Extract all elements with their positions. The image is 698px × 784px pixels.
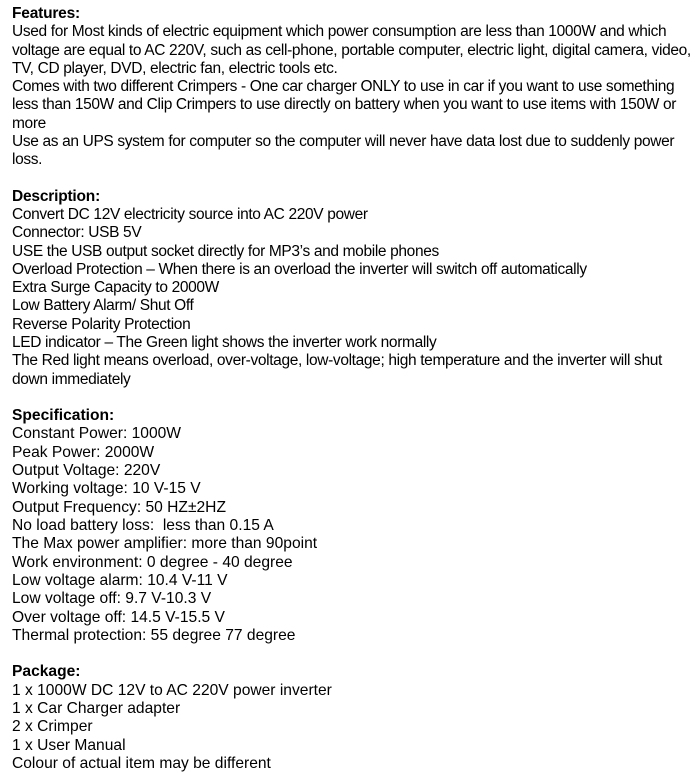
description-line: The Red light means overload, over-voltage, low-voltage; high temperature and the inverter will shut down immediately [12, 352, 662, 388]
spec-line: Output Frequency: 50 HZ±2HZ [12, 498, 226, 516]
description-line: Overload Protection – When there is an overload the inverter will switch off automatically [12, 260, 587, 278]
spec-line: The Max power amplifier: more than 90point [12, 535, 318, 553]
features-line: Use as an UPS system for computer so the computer will never have data lost due to suddenly power loss. [12, 133, 675, 169]
spec-line: Low voltage off: 9.7 V-10.3 V [12, 590, 212, 608]
specification-heading: Specification: [12, 406, 115, 424]
package-line: Colour of actual item may be different [12, 755, 271, 773]
package-line: 2 x Crimper [12, 718, 93, 736]
description-heading: Description: [12, 187, 101, 205]
features-section [12, 5, 696, 170]
features-line: Comes with two different Crimpers - One car charger ONLY to use in car if you want to use something less than 150W and Clip Crimpers to use directly on battery when you want to use items with 150W or more [12, 78, 677, 132]
spec-line: Constant Power: 1000W [12, 425, 182, 443]
package-heading: Package: [12, 663, 81, 681]
package-line: 1 x User Manual [12, 736, 126, 754]
description-line: Convert DC 12V electricity source into AC 220V power [12, 205, 368, 223]
description-line: LED indicator – The Green light shows the inverter work normally [12, 334, 437, 352]
specification-section [12, 407, 696, 645]
spec-line: Peak Power: 2000W [12, 443, 155, 461]
spec-line: No load battery loss: less than 0.15 A [12, 517, 274, 534]
description-line: Reverse Polarity Protection [12, 315, 191, 333]
spec-line: Thermal protection: 55 degree 77 degree [12, 627, 296, 645]
package-section [12, 663, 696, 773]
spec-line: Low voltage alarm: 10.4 V-11 V [12, 572, 228, 590]
description-line: Extra Surge Capacity to 2000W [12, 279, 219, 297]
description-line: USE the USB output socket directly for MP3’s and mobile phones [12, 242, 439, 260]
spec-line: Over voltage off: 14.5 V-15.5 V [12, 608, 225, 626]
description-line: Low Battery Alarm/ Shut Off [12, 297, 194, 315]
spec-line: Working voltage: 10 V-15 V [12, 480, 201, 498]
spec-line: Work environment: 0 degree - 40 degree [12, 553, 293, 571]
features-line: Used for Most kinds of electric equipment which power consumption are less than 1000W and which voltage are equal to AC 220V, such as cell-phone, portable computer, electric light, digital camera, video, TV, CD player, DVD, electric fan, electric tools etc. [12, 23, 691, 77]
package-line: 1 x Car Charger adapter [12, 700, 181, 718]
description-section [12, 188, 696, 389]
features-heading: Features: [12, 5, 80, 22]
package-line: 1 x 1000W DC 12V to AC 220V power inverter [12, 681, 332, 699]
spec-line: Output Voltage: 220V [12, 461, 161, 479]
description-line: Connector: USB 5V [12, 224, 142, 242]
product-document [12, 5, 696, 773]
